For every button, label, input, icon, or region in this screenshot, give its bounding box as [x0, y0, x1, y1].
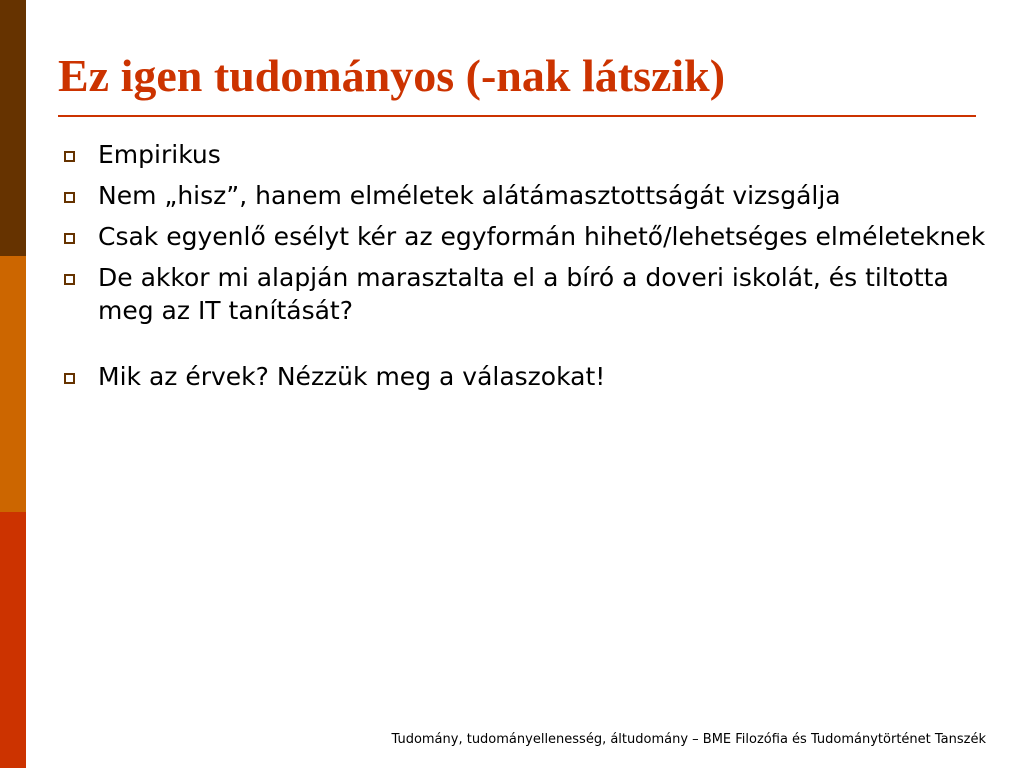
- title-underline: [58, 115, 976, 117]
- bullet-text: Csak egyenlő esélyt kér az egyformán hihető/lehetséges elméleteknek: [98, 222, 986, 251]
- bullet-text: De akkor mi alapján marasztalta el a bíró a doveri iskolát, és tiltotta meg az IT tanítását?: [98, 263, 949, 325]
- slide-footer: Tudomány, tudományellenesség, áltudomány – BME Filozófia és Tudománytörténet Tanszék: [391, 732, 986, 747]
- hollow-square-bullet-icon: [64, 151, 75, 162]
- bullet-text: Nem „hisz”, hanem elméletek alátámasztottságát vizsgálja: [98, 181, 841, 210]
- bullet-text: Empirikus: [98, 140, 221, 169]
- bullet-item: [60, 261, 990, 327]
- left-bar-dark-brown: [0, 0, 26, 256]
- bullet-list: [60, 138, 990, 401]
- left-bar-red: [0, 512, 26, 768]
- slide-title: Ez igen tudományos (-nak látszik): [58, 50, 726, 101]
- hollow-square-bullet-icon: [64, 274, 75, 285]
- bullet-item: [60, 220, 990, 253]
- bullet-item: [60, 360, 990, 393]
- bullet-item: [60, 179, 990, 212]
- hollow-square-bullet-icon: [64, 233, 75, 244]
- bullet-text: Mik az érvek? Nézzük meg a válaszokat!: [98, 362, 606, 391]
- hollow-square-bullet-icon: [64, 192, 75, 203]
- hollow-square-bullet-icon: [64, 373, 75, 384]
- left-bar-orange: [0, 256, 26, 512]
- bullet-item: [60, 138, 990, 171]
